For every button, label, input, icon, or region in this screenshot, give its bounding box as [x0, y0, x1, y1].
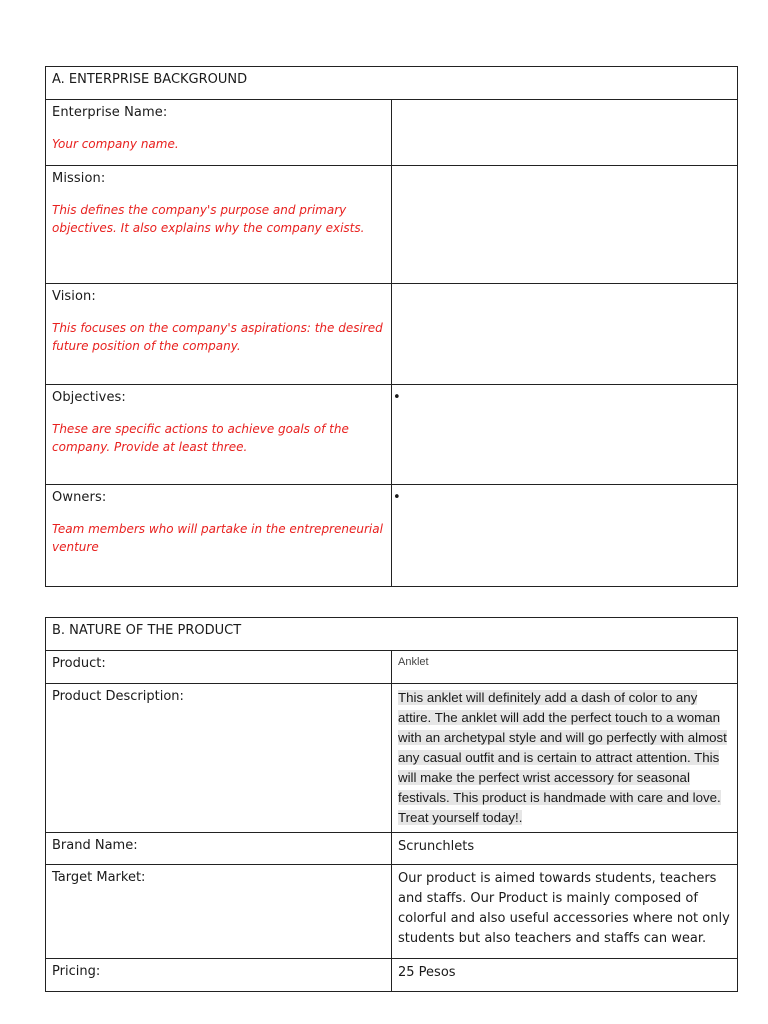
- enterprise-name-label: Enterprise Name:: [52, 105, 168, 120]
- objectives-row: [46, 385, 738, 485]
- section-a-header-row: [46, 67, 738, 100]
- product-description-cell[interactable]: [392, 684, 738, 833]
- enterprise-name-row: [46, 100, 738, 166]
- target-market-value[interactable]: Our product is aimed towards students, teachers and staffs. Our Product is mainly composed of colorful and also useful accessories where not only students but also teachers and staffs can wear.: [392, 865, 738, 959]
- vision-row: [46, 284, 738, 385]
- target-market-label: Target Market:: [46, 865, 392, 959]
- pricing-row: [46, 959, 738, 992]
- pricing-label: Pricing:: [46, 959, 392, 992]
- brand-name-label: Brand Name:: [46, 833, 392, 865]
- nature-of-product-table: [45, 617, 738, 992]
- brand-name-value[interactable]: Scrunchlets: [392, 833, 738, 865]
- mission-label: Mission:: [52, 171, 106, 186]
- mission-hint: This defines the company's purpose and primary objectives. It also explains why the company exists.: [52, 203, 365, 235]
- product-description-value: This anklet will definitely add a dash of color to any attire. The anklet will add the perfect touch to a woman with an archetypal style and will go perfectly with almost any casual outfit and is certain to attract attention. This will make the perfect wrist accessory for seasonal festivals. This product is handmade with care and love. Treat yourself today!.: [398, 690, 727, 825]
- owners-label: Owners:: [52, 490, 107, 505]
- owners-value[interactable]: •: [392, 485, 738, 587]
- product-value[interactable]: Anklet: [392, 651, 738, 684]
- product-label: Product:: [46, 651, 392, 684]
- product-description-row: [46, 684, 738, 833]
- objectives-value[interactable]: •: [392, 385, 738, 485]
- section-a-title: A. ENTERPRISE BACKGROUND: [46, 67, 738, 100]
- pricing-value[interactable]: 25 Pesos: [392, 959, 738, 992]
- enterprise-name-hint: Your company name.: [52, 137, 179, 151]
- vision-hint: This focuses on the company's aspirations: the desired future position of the company.: [52, 321, 383, 353]
- section-b-header-row: [46, 618, 738, 651]
- vision-label: Vision:: [52, 289, 96, 304]
- enterprise-background-table: [45, 66, 738, 587]
- objectives-hint: These are specific actions to achieve goals of the company. Provide at least three.: [52, 422, 349, 454]
- objectives-label: Objectives:: [52, 390, 126, 405]
- owners-hint: Team members who will partake in the entrepreneurial venture: [52, 522, 383, 554]
- enterprise-name-value[interactable]: [392, 100, 738, 166]
- brand-name-row: [46, 833, 738, 865]
- mission-value[interactable]: [392, 166, 738, 284]
- product-row: [46, 651, 738, 684]
- target-market-row: [46, 865, 738, 959]
- owners-row: [46, 485, 738, 587]
- product-description-label: Product Description:: [46, 684, 392, 833]
- mission-row: [46, 166, 738, 284]
- section-b-title: B. NATURE OF THE PRODUCT: [46, 618, 738, 651]
- vision-value[interactable]: [392, 284, 738, 385]
